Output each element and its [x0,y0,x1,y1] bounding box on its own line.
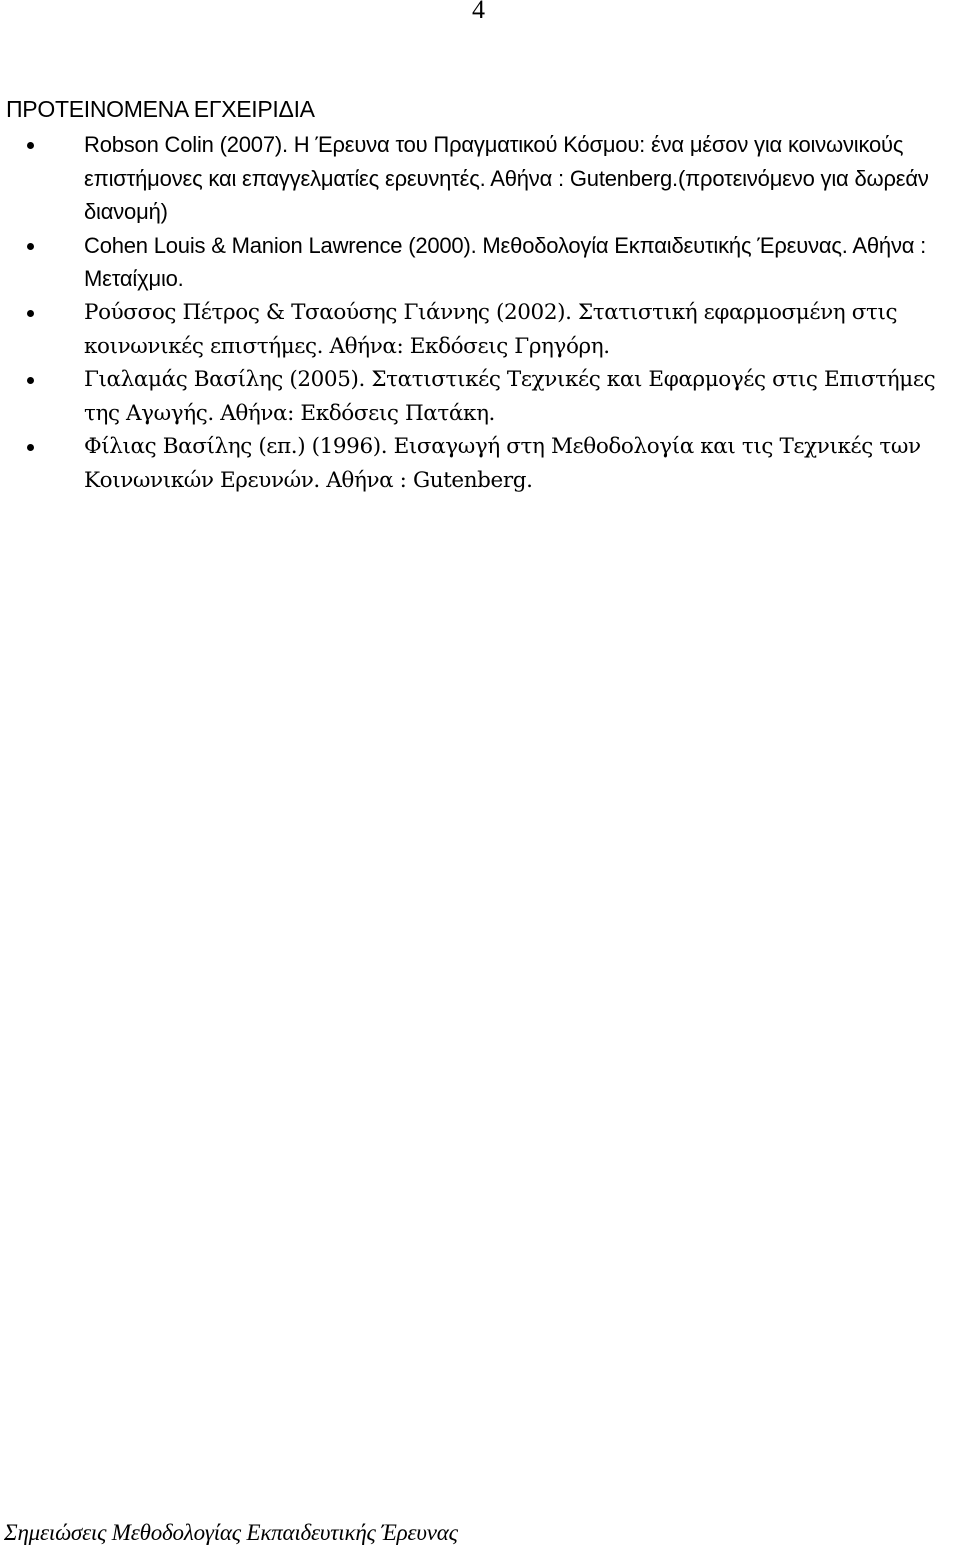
reference-text: Φίλιας Βασίλης (επ.) (1996). Εισαγωγή στη Μεθοδολογία και τις Τεχνικές των Κοινωνικών Ερευνών. Αθήνα : Gutenberg. [84,434,921,493]
bullet-icon [27,377,34,384]
reference-item [0,229,960,296]
reference-item [0,430,960,497]
reference-text: Γιαλαμάς Βασίλης (2005). Στατιστικές Τεχνικές και Εφαρμογές στις Επιστήμες της Αγωγής. Αθήνα: Εκδόσεις Πατάκη. [84,367,936,426]
reference-item [0,128,960,229]
reference-text: Cohen Louis & Manion Lawrence (2000). Μεθοδολογία Εκπαιδευτικής Έρευνας. Αθήνα : Μεταίχμιο. [84,232,927,292]
bullet-icon [27,444,34,451]
section-heading: ΠΡΟΤΕΙΝΟΜΕΝΑ ΕΓΧΕΙΡΙΔΙΑ [6,96,315,122]
reference-list [0,128,960,498]
page-number: 4 [472,0,485,24]
bullet-icon [27,142,34,149]
reference-text: Ρούσσος Πέτρος & Τσαούσης Γιάννης (2002). Στατιστική εφαρμοσμένη στις κοινωνικές επιστήμες. Αθήνα: Εκδόσεις Γρηγόρη. [84,299,898,359]
bullet-icon [27,310,34,317]
reference-text: Robson Colin (2007). Η Έρευνα του Πραγματικού Κόσμου: ένα μέσον για κοινωνικούς επιστήμονες και επαγγελματίες ερευνητές. Αθήνα : Gutenberg.(προτεινόμενο για δωρεάν διανομή) [84,132,929,225]
reference-item [0,363,960,430]
page-footer: Σημειώσεις Μεθοδολογίας Εκπαιδευτικής Έρευνας [4,1520,458,1545]
bullet-icon [27,243,34,250]
reference-item [0,296,960,363]
